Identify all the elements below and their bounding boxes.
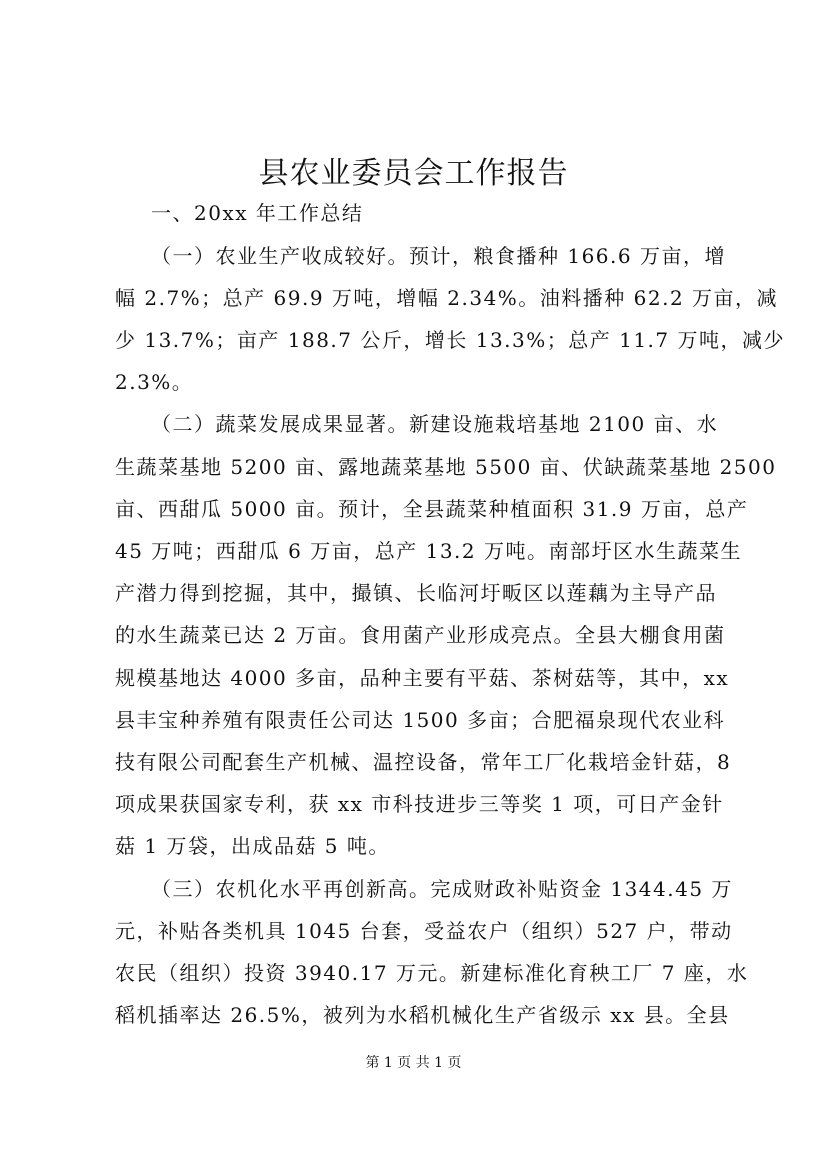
paragraph-line: 技有限公司配套生产机械、温控设备，常年工厂化栽培金针菇，8	[115, 750, 732, 774]
paragraph-line: 项成果获国家专利，获 xx 市科技进步三等奖 1 项，可日产金针	[115, 792, 724, 816]
paragraph-line: 生蔬菜基地 5200 亩、露地蔬菜基地 5500 亩、伏缺蔬菜基地 2500	[115, 455, 777, 479]
paragraph-line: 农民（组织）投资 3940.17 万元。新建标准化育秧工厂 7 座，水	[115, 961, 749, 985]
paragraph-line: 产潜力得到挖掘，其中，撮镇、长临河圩畈区以莲藕为主导产品	[115, 581, 717, 605]
paragraph-line: （一）农业生产收成较好。预计，粮食播种 166.6 万亩，增	[151, 244, 726, 268]
page-footer: 第 1 页 共 1 页	[365, 1055, 462, 1071]
paragraph-line: 规模基地达 4000 多亩，品种主要有平菇、茶树菇等，其中，xx	[115, 666, 730, 690]
paragraph-line: 45 万吨；西甜瓜 6 万亩，总产 13.2 万吨。南部圩区水生蔬菜生	[115, 539, 742, 563]
paragraph-line: 稻机插率达 26.5%，被列为水稻机械化生产省级示 xx 县。全县	[115, 1003, 730, 1027]
paragraph-line: 2.3%。	[115, 370, 194, 394]
document-title: 县农业委员会工作报告	[258, 156, 569, 191]
paragraph-line: （三）农机化水平再创新高。完成财政补贴资金 1344.45 万	[151, 877, 733, 901]
paragraph-line: （二）蔬菜发展成果显著。新建设施栽培基地 2100 亩、水	[151, 412, 719, 436]
paragraph-line: 少 13.7%；亩产 188.7 公斤，增长 13.3%；总产 11.7 万吨，减少	[115, 328, 786, 352]
paragraph-line: 亩、西甜瓜 5000 亩。预计，全县蔬菜种植面积 31.9 万亩，总产	[115, 497, 749, 521]
section-heading: 一、20xx 年工作总结	[151, 201, 364, 225]
paragraph-line: 县丰宝种养殖有限责任公司达 1500 多亩；合肥福泉现代农业科	[115, 708, 726, 732]
paragraph-line: 幅 2.7%；总产 69.9 万吨，增幅 2.34%。油料播种 62.2 万亩，减	[115, 286, 779, 310]
paragraph-line: 元，补贴各类机具 1045 台套，受益农户（组织）527 户，带动	[115, 919, 733, 943]
paragraph-line: 的水生蔬菜已达 2 万亩。食用菌产业形成亮点。全县大棚食用菌	[115, 623, 726, 647]
paragraph-line: 菇 1 万袋，出成品菇 5 吨。	[115, 834, 390, 858]
